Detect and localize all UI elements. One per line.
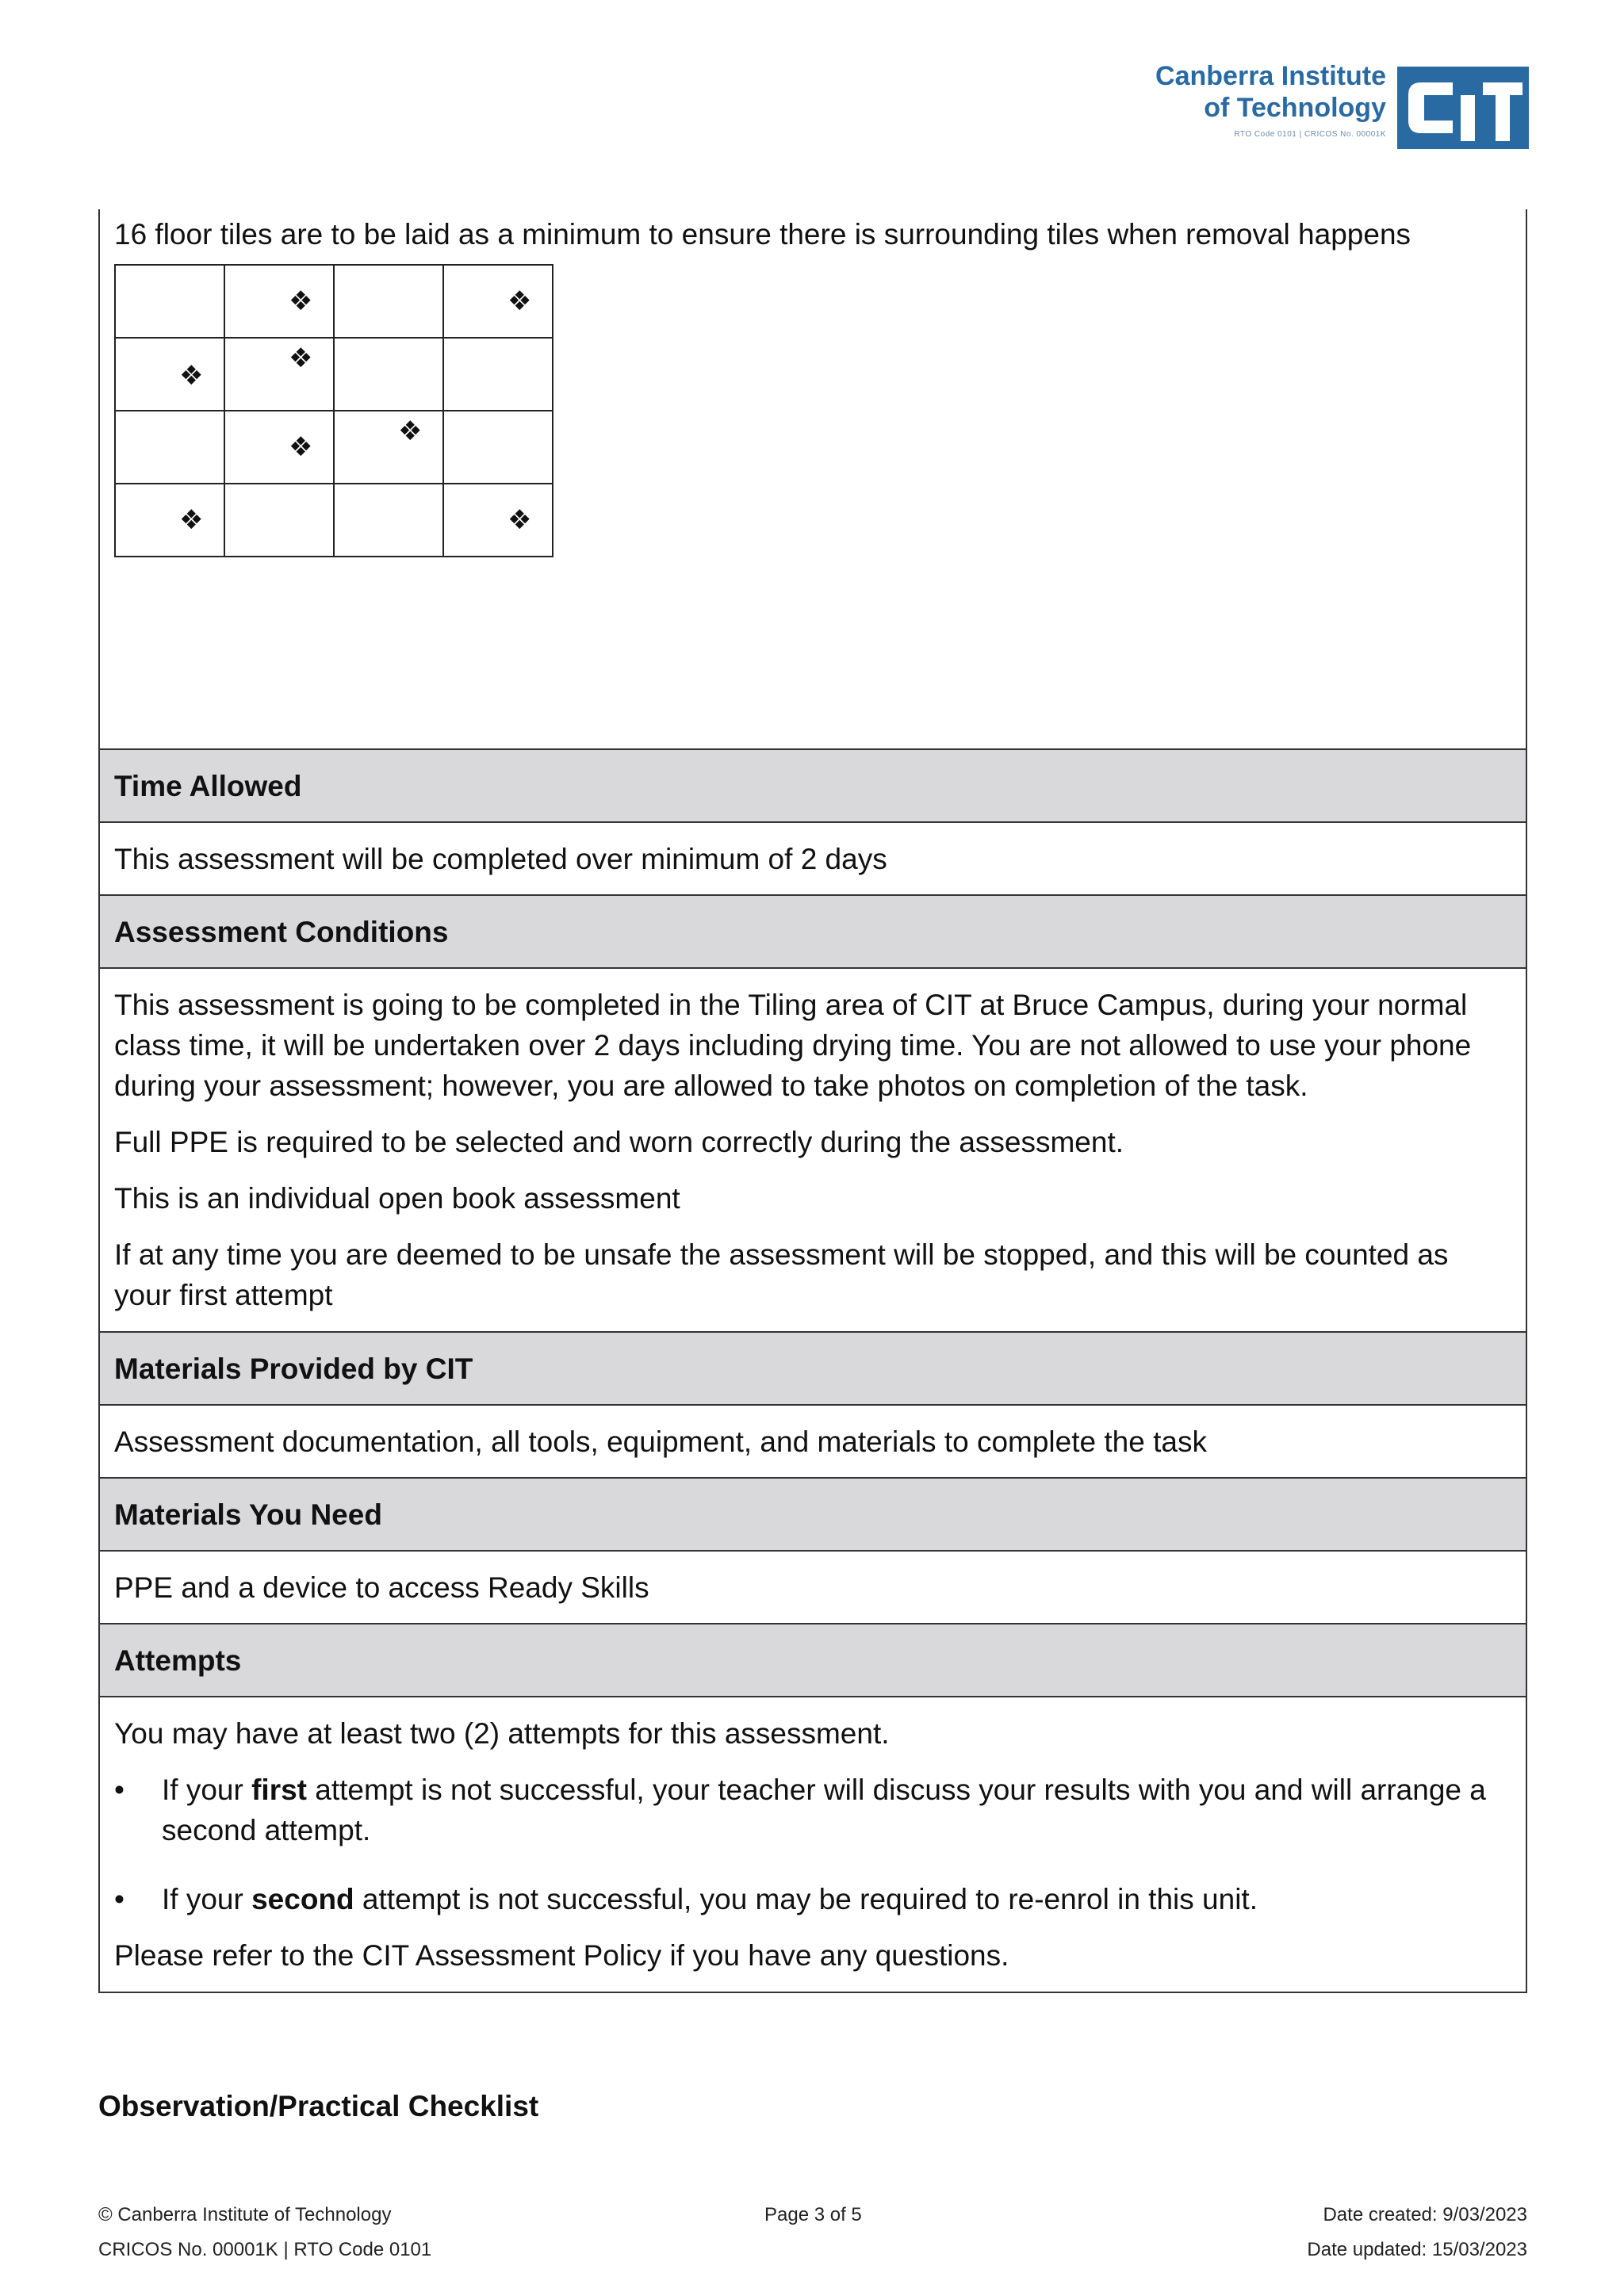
materials-provided-heading: Materials Provided by CIT (99, 1332, 1526, 1405)
tile-marker-icon: ❖ (179, 361, 204, 391)
tile-marker-icon: ❖ (289, 286, 313, 316)
attempts-list (114, 1770, 1511, 1919)
tile (115, 411, 224, 484)
tile (334, 411, 443, 484)
tile (443, 484, 553, 557)
materials-provided-text: Assessment documentation, all tools, equipment, and materials to complete the task (99, 1405, 1526, 1478)
tile (224, 338, 334, 411)
footer-page-number: Page 3 of 5 (764, 2204, 862, 2225)
tile (224, 411, 334, 484)
tile-marker-icon: ❖ (179, 505, 204, 535)
footer-left (98, 2198, 431, 2267)
tile-marker-icon: ❖ (508, 505, 532, 535)
tile (443, 265, 553, 338)
assessment-info-table (98, 209, 1527, 1993)
materials-needed-heading: Materials You Need (99, 1478, 1526, 1551)
logo-line-2: of Technology (1204, 93, 1386, 123)
attempt-bullet-second: • If your second attempt is not successful, you may be required to re-enrol in this unit. (114, 1879, 1511, 1919)
tile (443, 411, 553, 484)
attempts-intro: You may have at least two (2) attempts for this assessment. (114, 1717, 890, 1750)
attempts-heading: Attempts (99, 1624, 1526, 1697)
materials-needed-text: PPE and a device to access Ready Skills (99, 1551, 1526, 1624)
cit-logo-mark-icon (1397, 67, 1529, 149)
tile (443, 338, 553, 411)
condition-paragraph: Full PPE is required to be selected and worn correctly during the assessment. (114, 1126, 1124, 1158)
time-allowed-text: This assessment will be completed over minimum of 2 days (99, 822, 1526, 895)
tile-marker-icon: ❖ (508, 286, 532, 316)
logo-line-1: Canberra Institute (1155, 61, 1386, 91)
tile (334, 338, 443, 411)
tile (115, 484, 224, 557)
footer-date-updated: Date updated: 15/03/2023 (1307, 2239, 1527, 2260)
attempts-closing: Please refer to the CIT Assessment Policy if you have any questions. (114, 1939, 1009, 1972)
cit-logo (1148, 60, 1529, 155)
footer-copyright: © Canberra Institute of Technology (98, 2204, 392, 2225)
condition-paragraph: This assessment is going to be completed in the Tiling area of CIT at Bruce Campus, during your normal class time, it will be undertaken over 2 days including drying time. You are not allowed to use your phone during your assessment; however, you are allowed to take photos on completion of the task. (114, 989, 1472, 1102)
tile (334, 265, 443, 338)
intro-text: 16 floor tiles are to be laid as a minimum to ensure there is surrounding tiles when removal happens (114, 218, 1411, 251)
assessment-conditions-heading: Assessment Conditions (99, 895, 1526, 968)
condition-paragraph: This is an individual open book assessment (114, 1182, 680, 1215)
tile-marker-icon: ❖ (289, 343, 313, 373)
logo-small-print: RTO Code 0101 | CRICOS No. 00001K (1234, 130, 1386, 139)
attempt-bullet-first: • If your first attempt is not successful, your teacher will discuss your results with you and will arrange a second attempt. (114, 1770, 1511, 1850)
checklist-title: Observation/Practical Checklist (98, 2090, 539, 2122)
tile-marker-icon: ❖ (398, 416, 423, 446)
tile (224, 484, 334, 557)
tile (334, 484, 443, 557)
attempts-body (99, 1697, 1526, 1992)
tile (115, 338, 224, 411)
footer-cricos: CRICOS No. 00001K | RTO Code 0101 (98, 2239, 432, 2260)
condition-paragraph: If at any time you are deemed to be unsafe the assessment will be stopped, and this will be counted as your first attempt (114, 1238, 1449, 1311)
tile (224, 265, 334, 338)
tile (115, 265, 224, 338)
footer-right (1307, 2198, 1527, 2267)
logo-text (1155, 60, 1386, 139)
tiling-layout-cell (99, 209, 1526, 749)
tile-marker-icon: ❖ (289, 432, 313, 462)
footer-date-created: Date created: 9/03/2023 (1323, 2204, 1527, 2225)
assessment-conditions-body (99, 968, 1526, 1332)
time-allowed-heading: Time Allowed (99, 749, 1526, 822)
tile-grid (114, 264, 553, 557)
